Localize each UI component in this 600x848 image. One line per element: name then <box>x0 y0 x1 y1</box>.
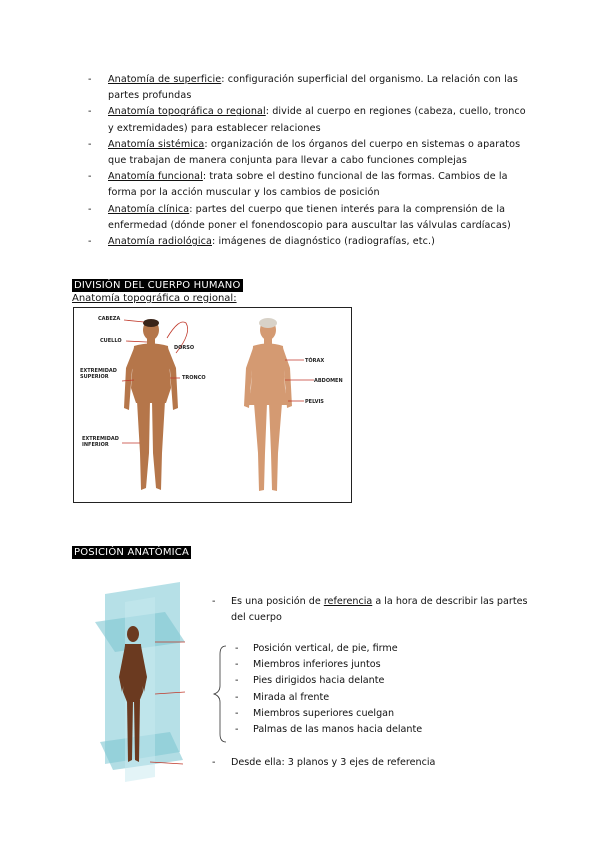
list-item: - Palmas de las manos hacia delante <box>235 722 422 738</box>
document-page: - Anatomía de superficie: configuración superficial del organismo. La relación con las partes profundas - Anatomía topográfica o regional: divide al cuerpo en regiones (cabeza, cuello, tronco y extremidades) para establecer relaciones - Anatomía sistémica: organización de los órganos del cuerpo en sistemas o aparatos que trabajan de manera conjunta para llevar a cabo funciones complejas - Anatomía funcional: trata sobre el destino funcional de las formas. Cambios de la forma por la acción muscular y los cambios de posición - Anatomía clínica: partes del cuerpo que tienen interés para la comprensión de la enfermedad (dónde poner el fonendoscopio para auscultar las válvulas cardíacas) - Anatomía radiológica: imágenes de diagnóstico (radiografías, etc.) DIVISIÓN DEL CUERPO HUMANO Anatomía topográfica o regional: CABEZA CUELLO DORSO EXTREMIDAD SUPERIOR TRONCO EXTREMIDAD INFERIOR TÓRAX ABDOMEN PELVIS POSICIÓN ANATÓMICA - Es una posición de referencia a la hora de describir las partes del cuerpo - Posición vertical, de pie, firme - Miembros inferiores juntos - Pies dirigidos hacia delante - Mirada al frente - Miembros superiores cuelgan - Palmas de las manos hacia delante - Desde ella: 3 planos y 3 ejes de referencia <box>0 0 600 848</box>
division-subheading: Anatomía topográfica o regional: <box>72 293 237 304</box>
division-heading: DIVISIÓN DEL CUERPO HUMANO <box>74 280 241 291</box>
label-extremidad-inferior: EXTREMIDAD INFERIOR <box>82 436 119 448</box>
body-regions-figure <box>73 307 352 503</box>
list-item: - Anatomía topográfica o regional: divide al cuerpo en regiones (cabeza, cuello, tronco y extremidades) para establecer relaciones <box>86 104 526 136</box>
list-item: - Anatomía funcional: trata sobre el destino funcional de las formas. Cambios de la forma por la acción muscular y los cambios de posición <box>86 169 526 201</box>
label-torax: TÓRAX <box>305 358 325 364</box>
list-item: - Anatomía clínica: partes del cuerpo que tienen interés para la comprensión de la enfermedad (dónde poner el fonendoscopio para auscultar las válvulas cardíacas) <box>86 202 526 234</box>
list-item: - Pies dirigidos hacia delante <box>235 673 422 689</box>
list-item: - Mirada al frente <box>235 690 422 706</box>
list-item: - Miembros inferiores juntos <box>235 657 422 673</box>
list-item: - Anatomía de superficie: configuración superficial del organismo. La relación con las partes profundas <box>86 72 526 104</box>
label-tronco: TRONCO <box>182 375 206 381</box>
list-item: - Anatomía sistémica: organización de los órganos del cuerpo en sistemas o aparatos que trabajan de manera conjunta para llevar a cabo funciones complejas <box>86 137 526 169</box>
label-extremidad-superior: EXTREMIDAD SUPERIOR <box>80 368 117 380</box>
male-figure <box>124 320 178 490</box>
referencia-term: referencia <box>323 596 373 607</box>
list-item: - Anatomía radiológica: imágenes de diagnóstico (radiografías, etc.) <box>86 234 526 250</box>
label-dorso: DORSO <box>174 345 195 351</box>
list-item: - Posición vertical, de pie, firme <box>235 641 422 657</box>
label-cabeza: CABEZA <box>98 316 121 322</box>
brace-icon <box>212 644 228 744</box>
posicion-heading: POSICIÓN ANATÓMICA <box>74 547 190 558</box>
female-figure <box>244 320 292 491</box>
list-item: - Miembros superiores cuelgan <box>235 706 422 722</box>
label-pelvis: PELVIS <box>305 399 324 405</box>
posicion-characteristics <box>235 641 422 738</box>
label-cuello: CUELLO <box>100 338 122 344</box>
label-abdomen: ABDOMEN <box>314 378 343 384</box>
anatomy-types-list <box>86 72 526 250</box>
anatomical-planes-figure <box>95 582 185 782</box>
